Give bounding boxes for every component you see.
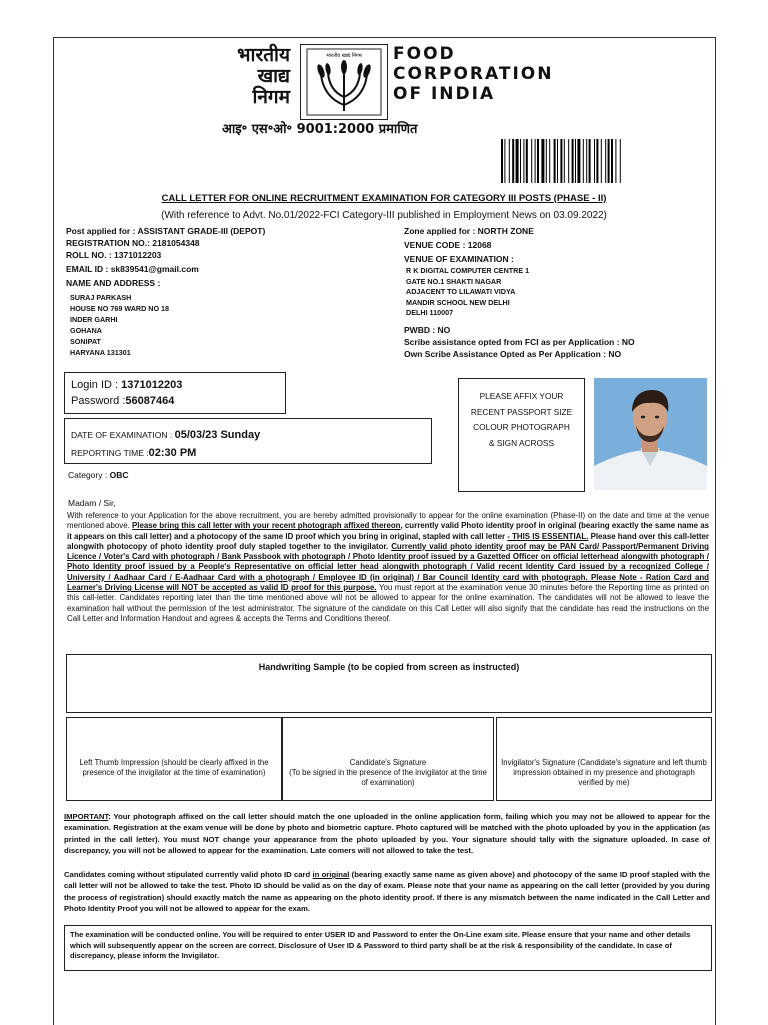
reporting-time: REPORTING TIME :02:30 PM — [71, 447, 197, 459]
candidate-details — [66, 225, 386, 289]
barcode-bar — [611, 139, 613, 183]
category: Category : OBC — [68, 470, 129, 480]
barcode-bar — [589, 139, 591, 183]
barcode-bar — [583, 139, 584, 183]
zone-applied: Zone applied for : NORTH ZONE — [404, 226, 534, 236]
invigilator-signature-box — [496, 717, 712, 757]
barcode-bar — [516, 139, 519, 183]
english-org-name: FOOD CORPORATION OF INDIA — [393, 44, 554, 104]
hindi-org-name: भारतीय खाद्य निगम — [237, 44, 290, 108]
barcode-bar — [596, 139, 598, 183]
scribe-fci: Scribe assistance opted from FCI as per Application : NO — [404, 337, 635, 347]
handwriting-sample-box — [66, 654, 712, 713]
barcode-bar — [531, 139, 532, 183]
barcode-bar — [601, 139, 602, 183]
barcode-bar — [560, 139, 562, 183]
advt-reference: (With reference to Advt. No.01/2022-FCI Category-III published in Employment News on 03.09.2022) — [161, 210, 607, 221]
barcode-bar — [620, 139, 621, 183]
instructions-paragraph: With reference to your Application for the above recruitment, you are hereby admitted provisionally to appear for the online examination (Phase-II) on the date and time at the venue mentioned above. Please bring this call letter with your recent photograph affixed thereon, currently valid Photo identity proof in original (bearing exactly the same name as it appears on this call letter) and a photocopy of the same ID proof which you bring in original, stapled with call letter - THIS IS ESSENTIAL. Please hand over this call-letter alongwith photocopy of photo identity proof duly stapled together to the invigilator. Currently valid photo identity proof may be PAN Card/ Passport/Permanent Driving Licence / Voter's Card with photograph / Bank Passbook with photograph / Photo Identity proof issued by a Gazetted Officer on official letterhead alongwith photograph / Photo Identity proof issued by a People's Representative on official letter head alongwith photograph / Valid recent Identity Card issued by a recognized College / University / Aadhaar Card / E-Aadhaar Card with a photograph / Employee ID (in original) / Bar Council Identity card with photograph. Please Note - Ration Card and Learner's Driving License will NOT be accepted as valid ID proof for this purpose. You must report at the examination venue 30 minutes before the Reporting time as printed on this call-letter. Candidates reporting later than the time mentioned above will not be allowed to appear for the online examination. The candidates will not be allowed to leave the examination hall without the permission of the test administrator. The signature of the candidate on this Call Letter will also signify that the candidate has read the instructions on the Call Letter and Information Handout and agrees & accepts the Terms and Conditions thereof. — [67, 511, 710, 623]
barcode-bar — [526, 139, 528, 183]
thumb-impression-caption: Left Thumb Impression (should be clearly affixed in the presence of the invigilator at the time of examination) — [66, 756, 282, 801]
barcode-bar — [509, 139, 510, 183]
email-id: EMAIL ID : sk839541@gmail.com — [66, 264, 199, 274]
registration-number: REGISTRATION NO.: 2181054348 — [66, 238, 200, 248]
barcode-bar — [549, 139, 550, 183]
fci-logo — [300, 44, 388, 120]
candidate-address: SURAJ PARKASH HOUSE NO 769 WARD NO 18 INDER GARHI GOHANA SONIPAT HARYANA 131301 — [70, 293, 170, 357]
barcode-bar — [615, 139, 616, 183]
photo-id-notice: Candidates coming without stipulated currently valid photo ID card in original (bearing exactly same name as given above) and photocopy of the same ID proof stapled with the call letter will not be allowed to take the test. Photo ID should be valid as on the day of exam. Please note that your name as appearing on the call letter (provided by you during the process of registration) should exactly match the name as appearing on the photo identity proof. If there is any mismatch between the name indicated in the Call Letter and Photo Identity Proof you will not be allowed to appear for the exam. — [64, 870, 711, 913]
iso-certification: आइ॰ एस॰ओ॰ 9001:2000 प्रमाणित — [222, 122, 418, 137]
barcode-bar — [541, 139, 544, 183]
thumb-impression-box — [66, 717, 282, 757]
barcode-bar — [501, 139, 503, 183]
barcode-bar — [568, 139, 569, 183]
barcode-bar — [594, 139, 595, 183]
candidate-signature-box — [282, 717, 494, 757]
venue-address: R K DIGITAL COMPUTER CENTRE 1 GATE NO.1 SHAKTI NAGAR ADJACENT TO LILAWATI VIDYA MANDIR SCHOOL NEW DELHI DELHI 110007 — [406, 266, 530, 317]
login-id: Login ID : 1371012203 — [71, 379, 183, 391]
exam-date: DATE OF EXAMINATION : 05/03/23 Sunday — [71, 429, 261, 441]
barcode-bar — [577, 139, 580, 183]
call-letter-title: CALL LETTER FOR ONLINE RECRUITMENT EXAMINATION FOR CATEGORY III POSTS (PHASE - II) — [161, 193, 607, 204]
login-box — [64, 372, 286, 414]
exam-schedule-box — [64, 418, 432, 464]
barcode-bar — [557, 139, 558, 183]
barcode-bar — [546, 139, 547, 183]
exam-details — [404, 225, 704, 265]
online-exam-note: The examination will be conducted online. You will be required to enter USER ID and Password to enter the On-Line exam site. Please ensure that your name and other details which will subsequently appear on the screen are correct. Disclosure of User ID & Password to third party shall be at the risk & responsibility of the candidate. In case of discrepancy, please inform the Invigilator. — [64, 925, 712, 971]
pwbd-status: PWBD : NO — [404, 325, 451, 335]
name-address-label: NAME AND ADDRESS : — [66, 278, 161, 288]
svg-text:भारतीय खाद्य निगम: भारतीय खाद्य निगम — [326, 53, 362, 59]
barcode-bar — [605, 139, 606, 183]
barcode-bar — [564, 139, 565, 183]
assistance-details — [404, 324, 709, 360]
photo-affix-box: PLEASE AFFIX YOUR RECENT PASSPORT SIZE COLOUR PHOTOGRAPH & SIGN ACROSS — [458, 378, 585, 492]
barcode-bar — [504, 139, 505, 183]
barcode-bar — [554, 139, 556, 183]
barcode-bar — [523, 139, 524, 183]
post-applied: Post applied for : ASSISTANT GRADE-III (DEPOT) — [66, 226, 266, 236]
barcode-bar — [575, 139, 576, 183]
roll-number: ROLL NO. : 1371012203 — [66, 250, 162, 260]
barcode-bar — [520, 139, 521, 183]
barcode-bar — [608, 139, 610, 183]
venue-label: VENUE OF EXAMINATION : — [404, 254, 514, 264]
barcode-bar — [512, 139, 514, 183]
invigilator-signature-caption: Invigilator's Signature (Candidate's signature and left thumb impression obtained in my presence and photograph verified by me) — [496, 756, 712, 801]
barcode-bar — [586, 139, 587, 183]
handwriting-title: Handwriting Sample (to be copied from screen as instructed) — [258, 662, 520, 672]
salutation: Madam / Sir, — [68, 498, 116, 508]
barcode-bar — [537, 139, 539, 183]
candidate-signature-caption: Candidate's Signature (To be signed in the presence of the invigilator at the time of examination) — [282, 756, 494, 801]
venue-code: VENUE CODE : 12068 — [404, 240, 492, 250]
barcode — [500, 139, 705, 183]
candidate-photo — [594, 378, 707, 490]
own-scribe: Own Scribe Assistance Opted as Per Application : NO — [404, 349, 622, 359]
barcode-bar — [535, 139, 536, 183]
barcode-bar — [572, 139, 574, 183]
password: Password :56087464 — [71, 395, 175, 407]
important-notice: IMPORTANT: Your photograph affixed on the call letter should match the one uploaded in the online application form, failing which you may not be allowed to appear for the examination. Registration at the exam venue will be done by photo and biometric capture. Photo captured will be matched with the photo uploaded by you in the application (as printed in the call letter). You must NOT change your appearance from the photo uploaded by you. Your signature should tally with the signature uploaded. In case of discrepancy, you will not be allowed to appear for the examination. Late comers will not allowed to take the test. — [64, 812, 710, 855]
